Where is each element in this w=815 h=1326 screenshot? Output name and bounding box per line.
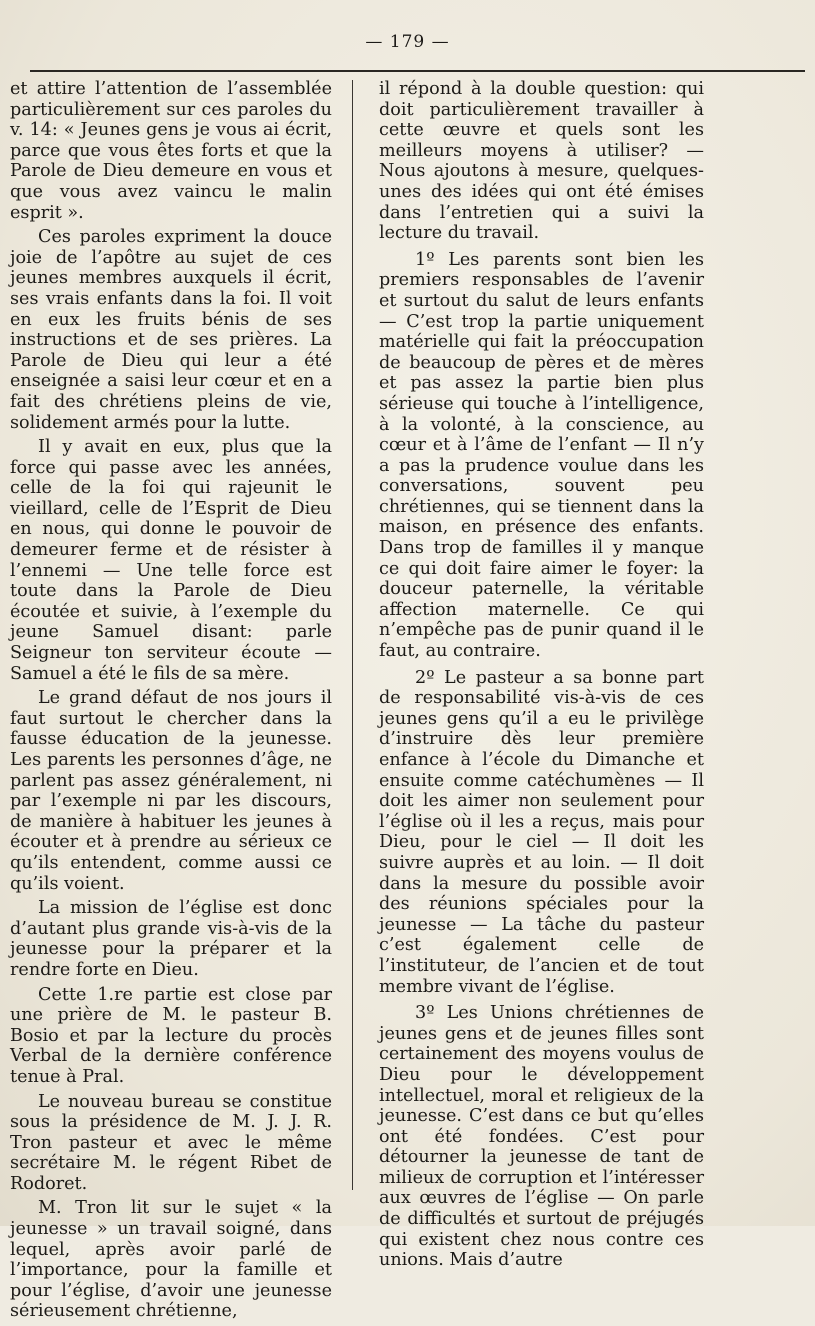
- left-column: [10, 79, 332, 1326]
- paragraph: et attire l’attention de l’assemblée particulièrement sur ces paroles du v. 14: « Jeunes gens je vous ai écrit, parce que vous êtes forts et que la Parole de Dieu demeure en vous et que vous avez vaincu le malin esprit ».: [10, 79, 332, 223]
- paragraph: Ces paroles expriment la douce joie de l’apôtre au sujet de ces jeunes membres auxquels il écrit, ses vrais enfants dans la foi. Il voit en eux les fruits bénis de ses instructions et de ses prières. La Parole de Dieu qui leur a été enseignée a saisi leur cœur et en a fait des chrétiens pleins de vie, solidement armés pour la lutte.: [10, 227, 332, 433]
- page-number: — 179 —: [365, 32, 450, 52]
- paragraph: M. Tron lit sur le sujet « la jeunesse » un travail soigné, dans lequel, après avoir parlé de l’importance, pour la famille et pour l’église, d’avoir une jeunesse sérieusement chrétienne,: [10, 1198, 332, 1322]
- paragraph: 1º Les parents sont bien les premiers responsables de l’avenir et surtout du salut de leurs enfants — C’est trop la partie uniquement matérielle qui fait la préoccupation de beaucoup de pères et de mères et pas assez la partie bien plus sérieuse qui touche à l’intelligence, à la volonté, à la conscience, au cœur et à l’âme de l’enfant — Il n’y a pas la prudence voulue dans les conversations, souvent peu chrétiennes, qui se tiennent dans la maison, en présence des enfants. Dans trop de familles il y manque ce qui doit faire aimer le foyer: la douceur paternelle, la véritable affection maternelle. Ce qui n’empêche pas de punir quand il le faut, au contraire.: [379, 249, 704, 662]
- header-rule: [30, 70, 805, 72]
- paragraph: La mission de l’église est donc d’autant plus grande vis-à-vis de la jeunesse pour la préparer et la rendre forte en Dieu.: [10, 898, 332, 980]
- paragraph: Il y avait en eux, plus que la force qui passe avec les années, celle de la foi qui rajeunit le vieillard, celle de l’Esprit de Dieu en nous, qui donne le pouvoir de demeurer ferme et de résister à l’ennemi — Une telle force est toute dans la Parole de Dieu écoutée et suivie, à l’exemple du jeune Samuel disant: parle Seigneur ton serviteur écoute — Samuel a été le fils de sa mère.: [10, 437, 332, 684]
- paragraph: 3º Les Unions chrétiennes de jeunes gens et de jeunes filles sont certainement des moyens voulus de Dieu pour le développement intellectuel, moral et religieux de la jeunesse. C’est dans ce but qu’elles ont été fondées. C’est pour détourner la jeunesse de tant de milieux de corruption et l’intéresser aux œuvres de l’église — On parle de difficultés et surtout de préjugés qui existent chez nous contre ces unions. Mais d’autre: [379, 1003, 704, 1271]
- paragraph: Cette 1.re partie est close par une prière de M. le pasteur B. Bosio et par la lecture du procès Verbal de la dernière conférence tenue à Pral.: [10, 984, 332, 1087]
- paragraph: il répond à la double question: qui doit particulièrement travailler à cette œuvre et quels sont les meilleurs moyens à utiliser? — Nous ajoutons à mesure, quelques-unes des idées qui ont été émises dans l’entretien qui a suivi la lecture du travail.: [379, 79, 704, 244]
- column-divider: [352, 80, 353, 1190]
- right-column: [379, 79, 704, 1275]
- paragraph: Le nouveau bureau se constitue sous la présidence de M. J. J. R. Tron pasteur et avec le même secrétaire M. le régent Ribet de Rodoret.: [10, 1091, 332, 1194]
- paragraph: 2º Le pasteur a sa bonne part de responsabilité vis-à-vis de ces jeunes gens qu’il a eu le privilège d’instruire dès leur première enfance à l’école du Dimanche et ensuite comme catéchumènes — Il doit les aimer non seulement pour l’église où il les a reçus, mais pour Dieu, pour le ciel — Il doit les suivre auprès et au loin. — Il doit dans la mesure du possible avoir des réunions spéciales pour la jeunesse — La tâche du pasteur c’est également celle de l’instituteur, de l’ancien et de tout membre vivant de l’église.: [379, 667, 704, 997]
- paragraph: Le grand défaut de nos jours il faut surtout le chercher dans la fausse éducation de la jeunesse. Les parents les personnes d’âge, ne parlent pas assez généralement, ni par l’exemple ni par les discours, de manière à habituer les jeunes à écouter et à prendre au sérieux ce qu’ils entendent, comme aussi ce qu’ils voient.: [10, 688, 332, 894]
